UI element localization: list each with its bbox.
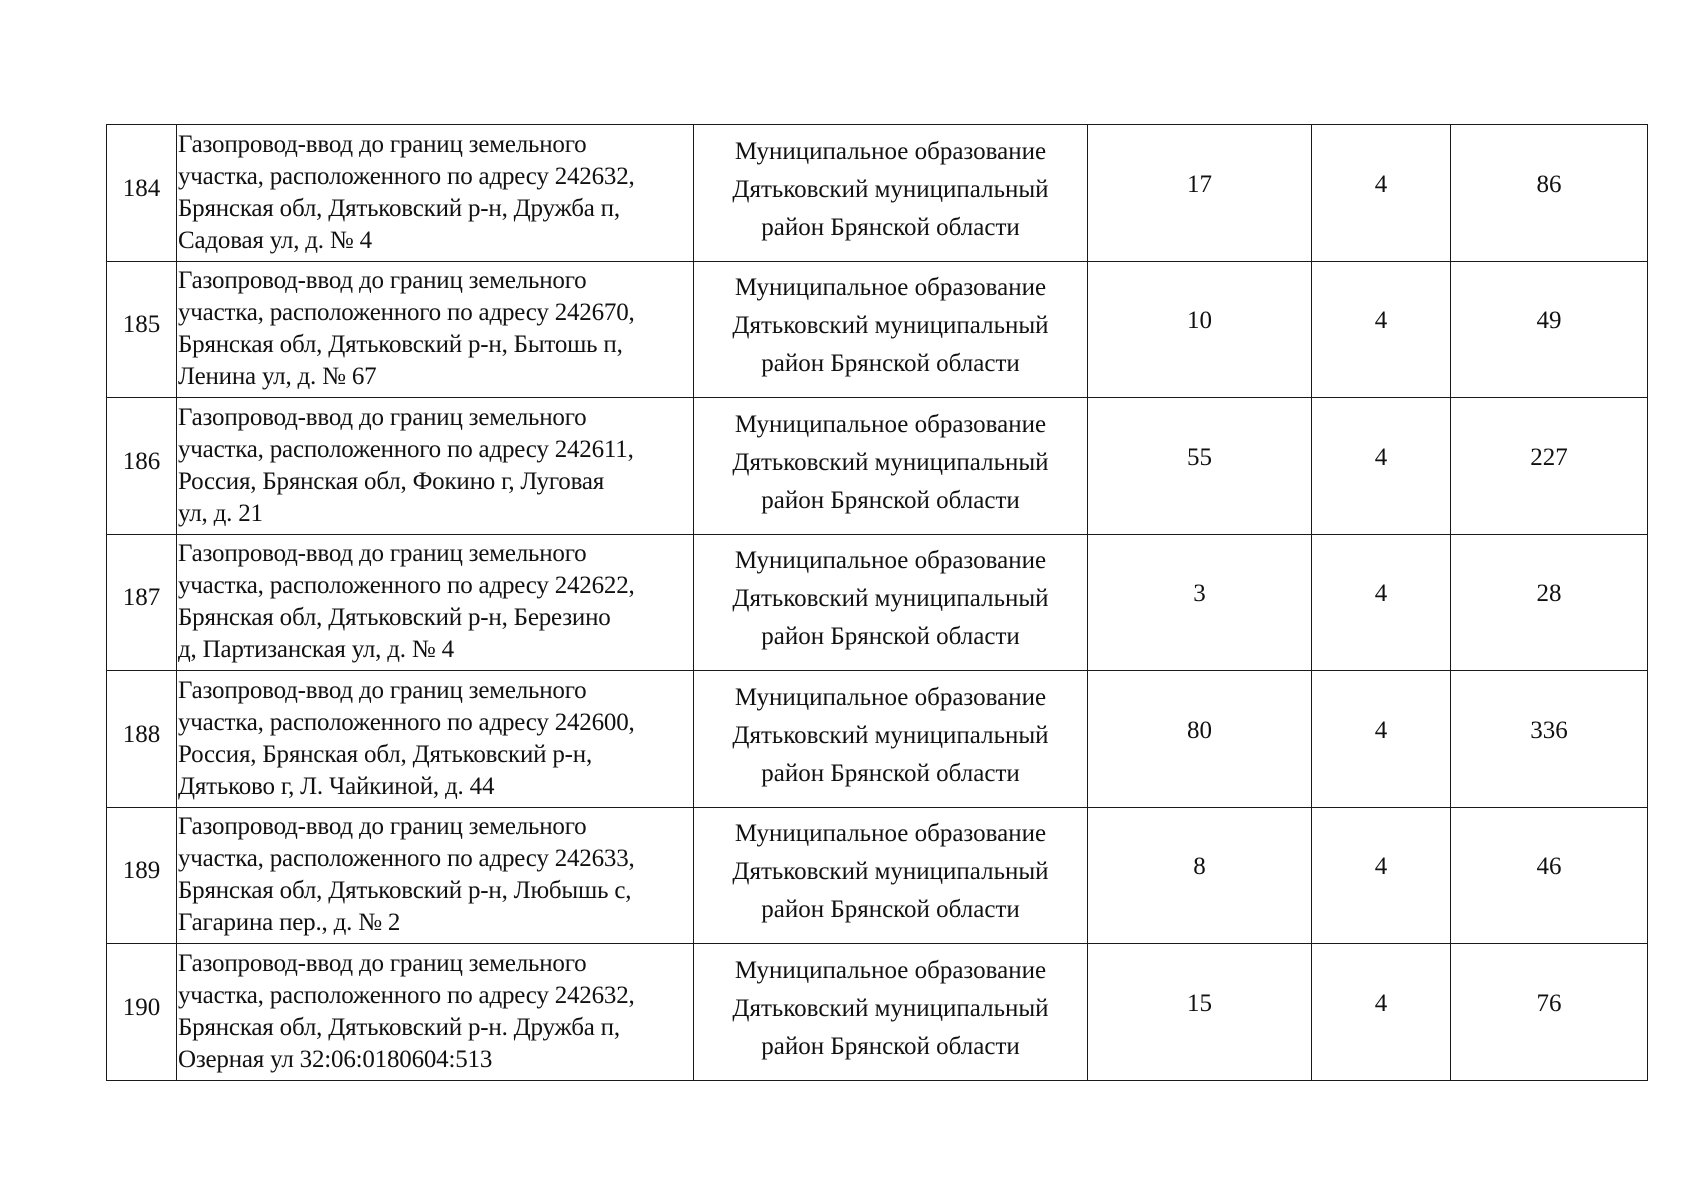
object-description-cell — [177, 534, 694, 671]
owner-line: Дятьковский муниципальный — [732, 175, 1049, 203]
row-number: 190 — [122, 993, 161, 1021]
value-cell-3 — [1451, 125, 1648, 262]
owner-line: район Брянской области — [761, 1032, 1020, 1060]
description-line: Ленина ул, д. № 67 — [178, 363, 377, 391]
description-line: Газопровод-ввод до границ земельного — [178, 130, 587, 158]
table-row — [107, 671, 1648, 808]
value-3: 86 — [1536, 170, 1562, 198]
description-line: Озерная ул 32:06:0180604:513 — [178, 1045, 493, 1073]
value-2: 4 — [1374, 580, 1388, 608]
row-number-cell — [107, 125, 177, 262]
description-line: Брянская обл, Дятьковский р-н, Дружба п, — [178, 194, 620, 222]
object-description-cell — [177, 944, 694, 1081]
value-2: 4 — [1374, 443, 1388, 471]
value-1: 55 — [1187, 443, 1212, 471]
value-1: 80 — [1187, 716, 1212, 744]
owner-cell — [694, 944, 1088, 1081]
owner-cell — [694, 261, 1088, 398]
owner-line: район Брянской области — [761, 213, 1020, 241]
value-cell-3 — [1451, 807, 1648, 944]
object-description-cell — [177, 261, 694, 398]
owner-line: Дятьковский муниципальный — [732, 585, 1049, 613]
description-line: Брянская обл, Дятьковский р-н, Любышь с, — [178, 877, 632, 905]
value-cell-2 — [1312, 671, 1451, 808]
description-line: Брянская обл, Дятьковский р-н. Дружба п, — [178, 1013, 620, 1041]
description-line: участка, расположенного по адресу 242632, — [178, 162, 635, 190]
value-2: 4 — [1374, 716, 1388, 744]
value-cell-3 — [1451, 398, 1648, 535]
value-cell-2 — [1312, 261, 1451, 398]
value-cell-1 — [1088, 261, 1312, 398]
value-cell-3 — [1451, 944, 1648, 1081]
row-number: 185 — [122, 311, 161, 339]
owner-cell — [694, 671, 1088, 808]
description-line: Садовая ул, д. № 4 — [178, 226, 372, 254]
table-row — [107, 807, 1648, 944]
row-number-cell — [107, 398, 177, 535]
row-number: 186 — [122, 447, 161, 475]
description-line: Брянская обл, Дятьковский р-н, Бытошь п, — [178, 331, 623, 359]
description-line: участка, расположенного по адресу 242611, — [178, 435, 634, 463]
row-number: 188 — [122, 720, 161, 748]
description-line: Газопровод-ввод до границ земельного — [178, 676, 587, 704]
object-description-cell — [177, 807, 694, 944]
owner-line: район Брянской области — [761, 896, 1020, 924]
owner-line: Муниципальное образование — [734, 274, 1047, 302]
value-3: 28 — [1536, 580, 1562, 608]
registry-table-body — [107, 125, 1648, 1081]
description-line: Гагарина пер., д. № 2 — [178, 909, 401, 937]
owner-line: Дятьковский муниципальный — [732, 312, 1049, 340]
value-cell-2 — [1312, 398, 1451, 535]
value-1: 15 — [1187, 989, 1212, 1017]
description-line: участка, расположенного по адресу 242622, — [178, 572, 635, 600]
value-cell-3 — [1451, 671, 1648, 808]
owner-cell — [694, 125, 1088, 262]
owner-line: район Брянской области — [761, 759, 1020, 787]
value-3: 76 — [1536, 989, 1562, 1017]
description-line: Газопровод-ввод до границ земельного — [178, 267, 587, 295]
value-cell-1 — [1088, 398, 1312, 535]
row-number: 189 — [122, 857, 161, 885]
object-description-cell — [177, 398, 694, 535]
row-number-cell — [107, 944, 177, 1081]
value-cell-3 — [1451, 261, 1648, 398]
owner-line: Дятьковский муниципальный — [732, 721, 1049, 749]
value-cell-1 — [1088, 125, 1312, 262]
value-cell-2 — [1312, 125, 1451, 262]
table-row — [107, 398, 1648, 535]
owner-line: Дятьковский муниципальный — [732, 858, 1049, 886]
value-2: 4 — [1374, 853, 1388, 881]
object-description-cell — [177, 671, 694, 808]
owner-line: Муниципальное образование — [734, 410, 1047, 438]
value-cell-1 — [1088, 671, 1312, 808]
value-cell-1 — [1088, 807, 1312, 944]
owner-line: Муниципальное образование — [734, 820, 1047, 848]
owner-line: Муниципальное образование — [734, 683, 1047, 711]
owner-line: Дятьковский муниципальный — [732, 448, 1049, 476]
object-description-cell — [177, 125, 694, 262]
owner-line: район Брянской области — [761, 350, 1020, 378]
value-cell-2 — [1312, 534, 1451, 671]
value-1: 10 — [1187, 307, 1212, 335]
description-line: участка, расположенного по адресу 242633, — [178, 845, 635, 873]
description-line: Брянская обл, Дятьковский р-н, Березино — [178, 604, 611, 632]
value-2: 4 — [1374, 170, 1388, 198]
description-line: Дятьково г, Л. Чайкиной, д. 44 — [178, 772, 495, 800]
row-number: 184 — [122, 174, 161, 202]
value-3: 336 — [1530, 716, 1568, 744]
description-line: Россия, Брянская обл, Фокино г, Луговая — [178, 467, 605, 495]
value-cell-1 — [1088, 944, 1312, 1081]
value-cell-1 — [1088, 534, 1312, 671]
row-number-cell — [107, 807, 177, 944]
value-cell-3 — [1451, 534, 1648, 671]
owner-cell — [694, 807, 1088, 944]
owner-line: район Брянской области — [761, 623, 1020, 651]
row-number-cell — [107, 671, 177, 808]
value-3: 227 — [1530, 443, 1568, 471]
description-line: Газопровод-ввод до границ земельного — [178, 403, 587, 431]
row-number-cell — [107, 261, 177, 398]
description-line: ул, д. 21 — [178, 499, 263, 527]
table-row — [107, 534, 1648, 671]
table-row — [107, 125, 1648, 262]
value-cell-2 — [1312, 807, 1451, 944]
value-1: 3 — [1193, 580, 1206, 608]
owner-line: Муниципальное образование — [734, 137, 1047, 165]
owner-cell — [694, 534, 1088, 671]
description-line: д, Партизанская ул, д. № 4 — [178, 636, 454, 664]
value-3: 46 — [1536, 853, 1562, 881]
description-line: участка, расположенного по адресу 242632, — [178, 981, 635, 1009]
row-number: 187 — [122, 584, 161, 612]
description-line: участка, расположенного по адресу 242600, — [178, 708, 635, 736]
value-3: 49 — [1536, 307, 1562, 335]
row-number-cell — [107, 534, 177, 671]
description-line: Газопровод-ввод до границ земельного — [178, 540, 587, 568]
owner-cell — [694, 398, 1088, 535]
registry-table — [106, 124, 1648, 1081]
table-row — [107, 261, 1648, 398]
owner-line: Дятьковский муниципальный — [732, 994, 1049, 1022]
owner-line: Муниципальное образование — [734, 956, 1047, 984]
value-2: 4 — [1374, 989, 1388, 1017]
owner-line: Муниципальное образование — [734, 547, 1047, 575]
value-1: 8 — [1193, 853, 1206, 881]
description-line: Газопровод-ввод до границ земельного — [178, 813, 587, 841]
value-2: 4 — [1374, 307, 1388, 335]
owner-line: район Брянской области — [761, 486, 1020, 514]
description-line: Газопровод-ввод до границ земельного — [178, 949, 587, 977]
description-line: Россия, Брянская обл, Дятьковский р-н, — [178, 740, 593, 768]
value-1: 17 — [1187, 170, 1212, 198]
description-line: участка, расположенного по адресу 242670, — [178, 299, 635, 327]
table-row — [107, 944, 1648, 1081]
value-cell-2 — [1312, 944, 1451, 1081]
